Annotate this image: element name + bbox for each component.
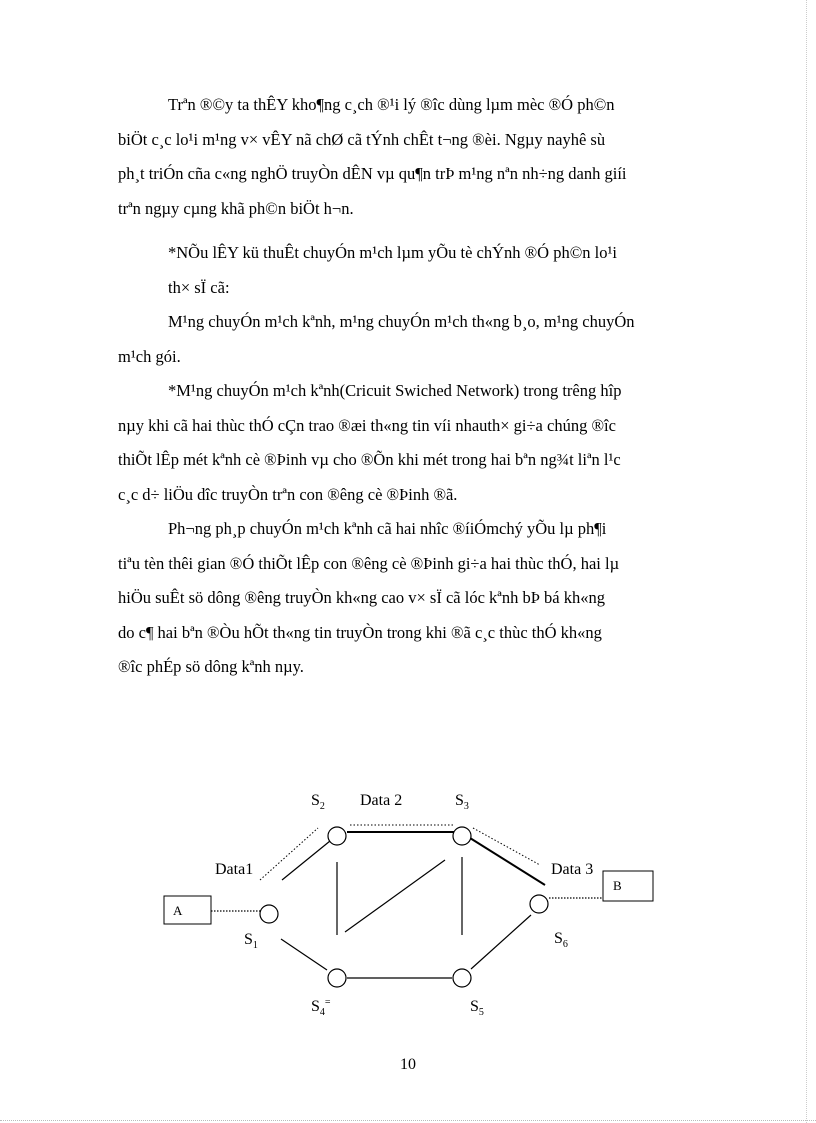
paragraph-5 bbox=[118, 512, 698, 685]
paragraph-2 bbox=[118, 236, 698, 305]
label-data3: Data 3 bbox=[551, 861, 594, 878]
link-s3-s6 bbox=[470, 838, 545, 885]
link-s2-s5-diagonal bbox=[345, 860, 445, 932]
text-line: do c¶ hai bªn ®Òu hÕt th«ng tin truyÒn trong khi ®ã c¸c thùc thÓ kh«ng bbox=[118, 622, 602, 642]
host-b-label: B bbox=[613, 878, 622, 893]
label-s6: $S_6$ bbox=[554, 930, 568, 950]
text-line: trªn ngµy cµng khã ph©n biÖt h¬n. bbox=[118, 198, 354, 218]
link-s1-s4 bbox=[281, 939, 327, 970]
label-s3: $S_3$ bbox=[455, 792, 469, 812]
data1-flow bbox=[260, 828, 318, 880]
text-line: ph¸t triÓn cña c«ng nghÖ truyÒn dÊN vµ qu¶n trÞ m¹ng nªn nh÷ng danh giíi bbox=[118, 164, 627, 183]
label-s1: $S_1$ bbox=[244, 931, 258, 951]
text-line: m¹ch gói. bbox=[118, 346, 181, 366]
label-data2: Data 2 bbox=[360, 792, 403, 809]
paragraph-3 bbox=[118, 305, 698, 374]
switch-s3 bbox=[453, 827, 471, 845]
text-line: Trªn ®©y ta thÊY kho¶ng c¸ch ®¹i lý ®îc dùng lµm mèc ®Ó ph©n bbox=[168, 95, 615, 114]
host-a-label: A bbox=[173, 903, 183, 918]
switch-s5 bbox=[453, 969, 471, 987]
switch-s6 bbox=[530, 895, 548, 913]
text-line: hiÖu suÊt sö dông ®êng truyÒn kh«ng cao v× sÏ cã lóc kªnh bÞ bá kh«ng bbox=[118, 588, 605, 607]
footer-dotted-rule bbox=[0, 1120, 816, 1121]
text-line: thiÕt lÊp mét kªnh cè ®Þinh vµ cho ®Õn khi mét trong hai bªn ng¾t liªn l¹c bbox=[118, 450, 621, 469]
paragraph-1 bbox=[118, 88, 698, 226]
switch-s2 bbox=[328, 827, 346, 845]
text-line: M¹ng chuyÓn m¹ch kªnh, m¹ng chuyÓn m¹ch th«ng b¸o, m¹ng chuyÓn bbox=[168, 312, 635, 331]
label-data1: Data1 bbox=[215, 861, 254, 878]
text-line: Ph¬ng ph¸p chuyÓn m¹ch kªnh cã hai nhîc ®íiÓmchý yÕu lµ ph¶i bbox=[168, 519, 607, 538]
label-s4: $S_4^=$ bbox=[311, 997, 331, 1018]
text-line: ®îc phÉp sö dông kªnh nµy. bbox=[118, 657, 304, 676]
paragraph-4 bbox=[118, 374, 698, 512]
text-line: tiªu tèn thêi gian ®Ó thiÕt lÊp con ®êng cè ®Þinh gi÷a hai thùc thÓ, hai lµ bbox=[118, 553, 620, 573]
text-line: *M¹ng chuyÓn m¹ch kªnh(Cricuit Swiched Network) trong trêng hîp bbox=[168, 381, 622, 400]
switch-s4 bbox=[328, 969, 346, 987]
right-dotted-rule bbox=[806, 0, 807, 1123]
text-line: *NÕu lÊY kü thuÊt chuyÓn m¹ch lµm yÕu tè chÝnh ®Ó ph©n lo¹i bbox=[168, 243, 617, 262]
page-number: 10 bbox=[400, 1056, 416, 1073]
host-b-box bbox=[603, 871, 653, 901]
label-s5: $S_5$ bbox=[470, 998, 484, 1018]
text-line: c¸c d÷ liÖu dîc truyÒn trªn con ®êng cè ®Þinh ®ã. bbox=[118, 484, 458, 504]
text-line: th× sÏ cã: bbox=[168, 277, 230, 297]
link-s5-s6 bbox=[471, 915, 531, 969]
label-s2: $S_2$ bbox=[311, 792, 325, 812]
host-a-box bbox=[164, 896, 211, 924]
text-line: nµy khi cã hai thùc thÓ cÇn trao ®æi th«ng tin víi nhauth× gi÷a chúng ®îc bbox=[118, 415, 616, 435]
network-diagram bbox=[150, 780, 670, 1030]
text-line: biÖt c¸c lo¹i m¹ng v× vÊY nã chØ cã tÝnh chÊt t¬ng ®èi. Ngµy nayhê sù bbox=[118, 129, 606, 149]
link-s1-s2 bbox=[282, 841, 330, 880]
switch-s1 bbox=[260, 905, 278, 923]
